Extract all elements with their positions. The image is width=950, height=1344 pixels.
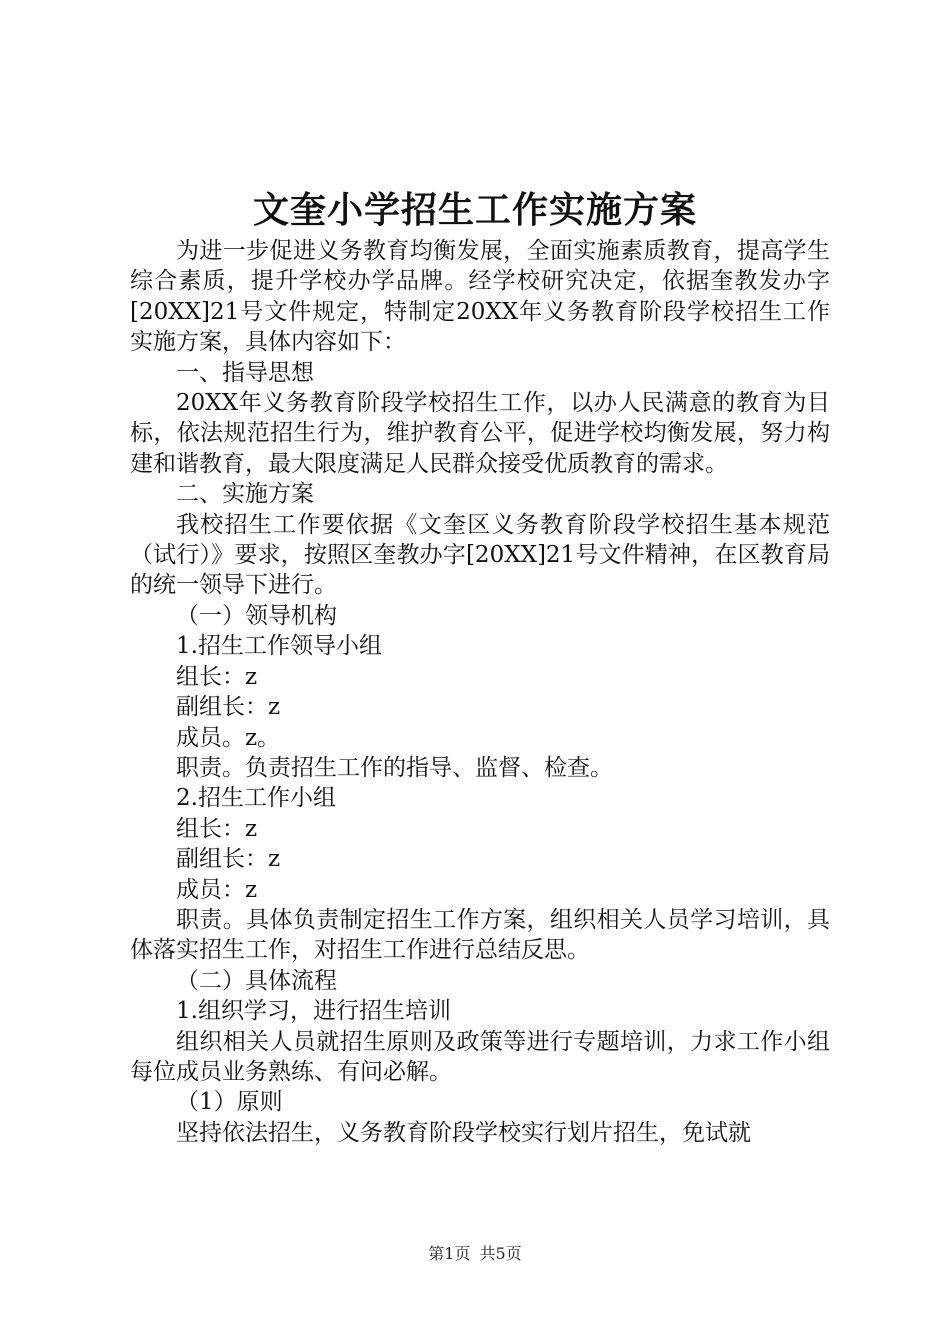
list-item: 1.招生工作领导小组 — [176, 633, 382, 660]
paragraph: 组织相关人员就招生原则及政策等进行专题培训，力求工作小组每位成员业务熟练、有问必解。 — [130, 1028, 830, 1085]
paragraph: 坚持依法招生，义务教育阶段学校实行划片招生，免试就 — [176, 1119, 751, 1146]
intro-paragraph: 为进一步促进义务教育均衡发展，全面实施素质教育，提高学生综合素质，提升学校办学品牌。经学校研究决定，依据奎教发办字[20XX]21号文件规定，特制定20XX年义务教育阶段学校招生工作实施方案，具体内容如下： — [130, 238, 830, 356]
subsection-heading: （一）领导机构 — [176, 602, 337, 629]
list-item: 副组长：z — [176, 694, 281, 721]
page-number: 第1页 — [428, 1244, 471, 1263]
section-heading: 二、实施方案 — [176, 481, 314, 508]
page-footer — [0, 1243, 950, 1265]
list-item: 1.组织学习，进行招生培训 — [176, 998, 451, 1025]
subsection-heading: （二）具体流程 — [176, 967, 337, 994]
document-body — [130, 236, 830, 1148]
list-item: 职责。负责招生工作的指导、监督、检查。 — [176, 754, 613, 781]
list-item: 成员：z — [176, 876, 258, 903]
paragraph: 我校招生工作要依据《文奎区义务教育阶段学校招生基本规范（试行）》要求，按照区奎教办字[20XX]21号文件精神，在区教育局的统一领导下进行。 — [130, 511, 830, 599]
list-item: 组长：z — [176, 815, 258, 842]
paragraph: 20XX年义务教育阶段学校招生工作，以办人民满意的教育为目标，依法规范招生行为，维护教育公平，促进学校均衡发展，努力构建和谐教育，最大限度满足人民群众接受优质教育的需求。 — [130, 390, 830, 477]
paragraph: 职责。具体负责制定招生工作方案，组织相关人员学习培训，具体落实招生工作，对招生工作进行总结反思。 — [130, 906, 830, 964]
list-item: 2.招生工作小组 — [176, 785, 336, 812]
section-heading: 一、指导思想 — [176, 359, 314, 386]
list-item: 副组长：z — [176, 846, 281, 873]
list-item: 成员。z。 — [176, 724, 281, 751]
page-total: 共5页 — [479, 1244, 522, 1263]
document-title: 文奎小学招生工作实施方案 — [252, 189, 697, 231]
subsection-heading: （1）原则 — [176, 1089, 283, 1116]
list-item: 组长：z — [176, 663, 258, 690]
